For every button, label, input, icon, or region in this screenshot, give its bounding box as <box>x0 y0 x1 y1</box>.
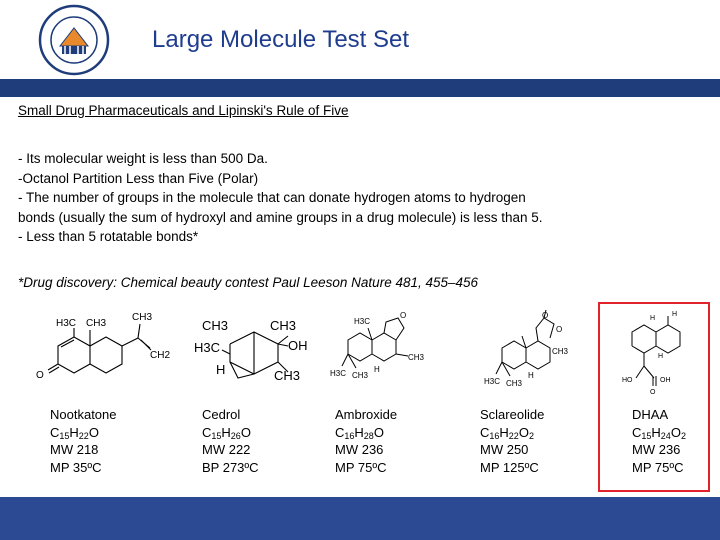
university-of-virginia-seal-icon <box>38 4 110 76</box>
rule-line: - Its molecular weight is less than 500 Da. <box>18 151 268 166</box>
molecule-name: Nootkatone <box>50 407 117 422</box>
citation: *Drug discovery: Chemical beauty contest Paul Leeson Nature 481, 455–456 <box>18 275 479 290</box>
cedrol-structure <box>192 316 322 391</box>
molecule-weight: MW 236 <box>632 442 681 457</box>
molecule-formula: $C_{15}H_{26}O$ <box>202 424 251 441</box>
molecule-point: MP 125ºC <box>480 459 539 475</box>
molecule-name: DHAA <box>632 407 669 422</box>
molecule-caption-ambroxide <box>335 406 397 476</box>
header-band <box>0 79 720 97</box>
atom-label: H3C <box>354 317 371 326</box>
molecule-formula: $C_{15}H_{22}O$ <box>50 424 99 441</box>
atom-label: CH3 <box>506 379 523 388</box>
atom-label: O <box>400 311 407 320</box>
molecule-formula: $C_{16}H_{28}O$ <box>335 424 384 441</box>
molecule-weight: MW 250 <box>480 442 529 457</box>
nootkatone-structure <box>28 308 178 393</box>
molecule-name: Ambroxide <box>335 407 398 422</box>
atom-label: O <box>556 325 563 334</box>
atom-label: CH3 <box>352 371 369 380</box>
molecule-caption-nootkatone <box>50 406 117 476</box>
molecule-point: MP 75ºC <box>335 459 387 475</box>
atom-label: H3C <box>56 318 77 329</box>
section-subtitle: Small Drug Pharmaceuticals and Lipinski's Rule of Five <box>18 103 349 118</box>
molecule-name: Sclareolide <box>480 407 545 422</box>
atom-label: CH3 <box>86 318 107 329</box>
sclareolide-structure <box>478 308 588 394</box>
atom-label: O <box>650 389 656 396</box>
rule-line: bonds (usually the sum of hydroxyl and amine groups in a drug molecule) is less than 5. <box>18 209 543 225</box>
atom-label: H <box>528 371 534 380</box>
atom-label: H <box>658 353 664 360</box>
atom-label: H3C <box>330 369 347 378</box>
rule-line: - Less than 5 rotatable bonds* <box>18 229 199 244</box>
atom-label: H3C <box>194 340 221 355</box>
atom-label: H <box>650 315 656 322</box>
molecule-point: MP 75ºC <box>632 459 684 475</box>
dhaa-highlight-box <box>598 302 710 492</box>
molecule-formula: $C_{15}H_{24}O_2$ <box>632 424 686 441</box>
atom-label: O <box>542 311 549 320</box>
atom-label: H <box>374 365 380 374</box>
molecule-caption-sclareolide <box>480 406 544 476</box>
lipinski-rules-list <box>18 149 708 247</box>
atom-label: CH3 <box>408 353 425 362</box>
molecule-name: Cedrol <box>202 407 241 422</box>
rule-line: -Octanol Partition Less than Five (Polar) <box>18 170 259 186</box>
atom-label: H <box>216 362 226 377</box>
atom-label: H <box>672 311 678 318</box>
atom-label: OH <box>660 377 671 384</box>
atom-label: CH3 <box>274 368 301 383</box>
atom-label: O <box>36 370 44 381</box>
university-seal-logo <box>38 4 110 76</box>
atom-label: CH3 <box>270 318 297 333</box>
molecule-formula: $C_{16}H_{22}O_2$ <box>480 424 534 441</box>
molecule-point: MP 35ºC <box>50 459 102 475</box>
page-title: Large Molecule Test Set <box>152 26 410 53</box>
atom-label: CH3 <box>202 318 229 333</box>
molecule-weight: MW 236 <box>335 442 384 457</box>
footer-band <box>0 497 720 540</box>
molecule-point: BP 273ºC <box>202 459 259 475</box>
molecule-weight: MW 218 <box>50 442 99 457</box>
molecule-weight: MW 222 <box>202 442 251 457</box>
atom-label: HO <box>622 377 633 384</box>
atom-label: H3C <box>484 377 501 386</box>
molecule-caption-cedrol <box>202 406 259 476</box>
ambroxide-structure <box>328 310 438 390</box>
atom-label: CH2 <box>150 350 171 361</box>
atom-label: CH3 <box>552 347 569 356</box>
rule-line: - The number of groups in the molecule that can donate hydrogen atoms to hydrogen <box>18 190 526 205</box>
atom-label: CH3 <box>132 312 153 323</box>
atom-label: OH <box>288 338 308 353</box>
